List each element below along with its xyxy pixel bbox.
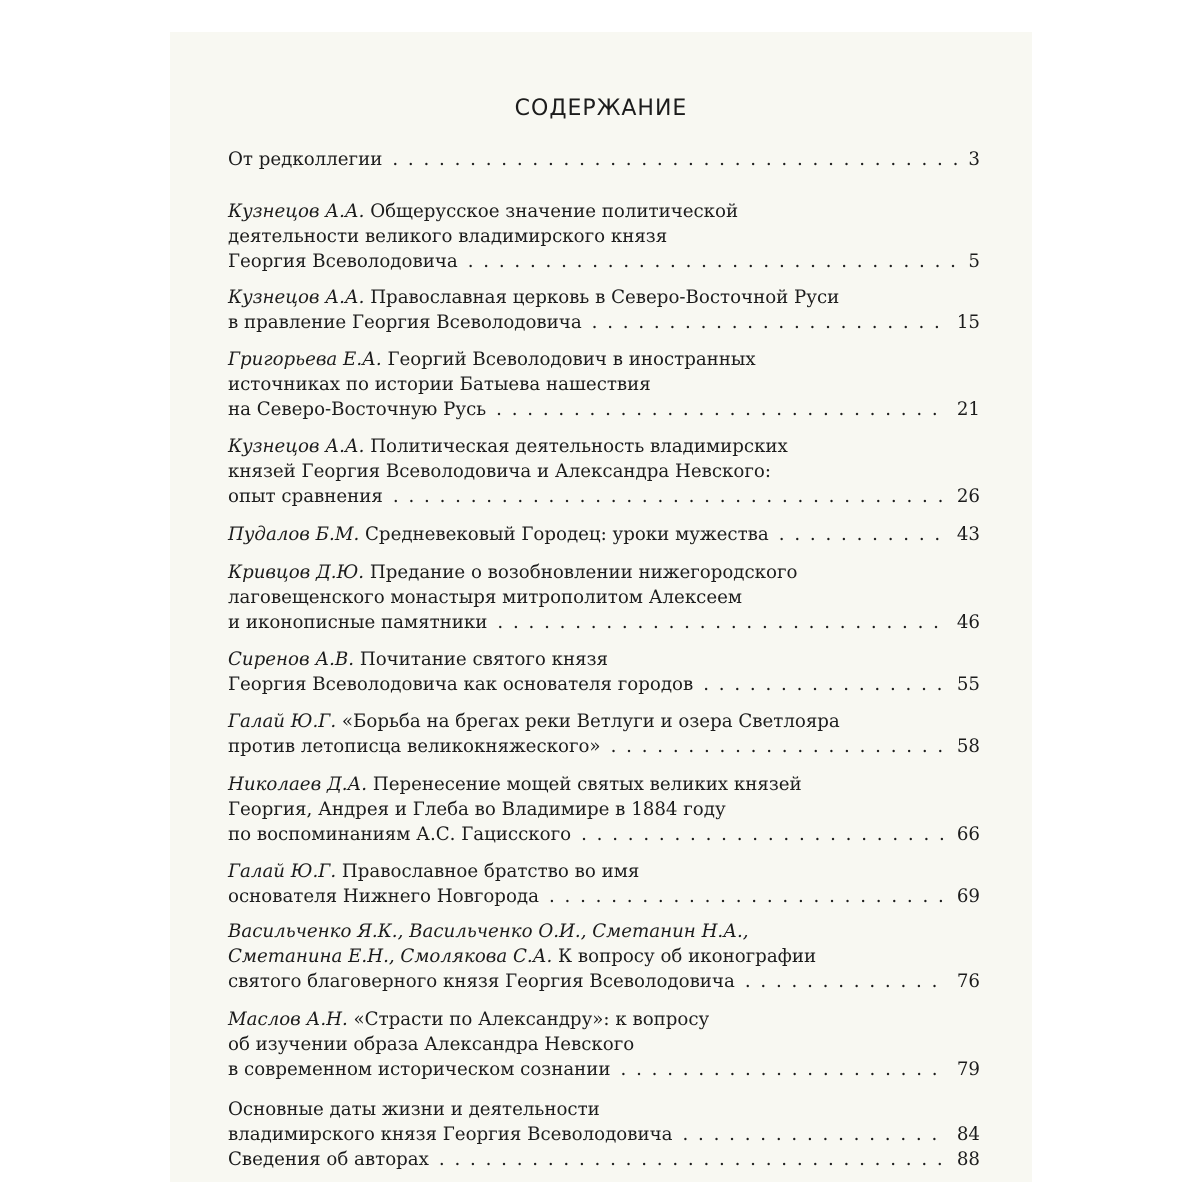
- entry-author: Кривцов Д.Ю.: [228, 562, 365, 583]
- page-number: 58: [956, 736, 980, 757]
- page-number: 79: [956, 1059, 980, 1080]
- toc-entry: [228, 560, 980, 635]
- page-number: 55: [956, 674, 980, 695]
- page-number: 43: [956, 524, 980, 545]
- entry-title-line: святого благоверного князя Георгия Всеволодовича: [228, 971, 735, 992]
- page-number: 66: [956, 824, 980, 845]
- entry-author: Сиренов А.В.: [228, 649, 355, 670]
- entry-title: Православная церковь в Северо-Восточной Руси: [364, 287, 840, 308]
- entry-title-line: Основные даты жизни и деятельности: [228, 1099, 600, 1120]
- entry-title-line: в современном историческом сознании: [228, 1059, 611, 1080]
- toc-entry: [228, 1097, 980, 1147]
- dot-leader: [581, 822, 947, 847]
- entry-title-line: лаговещенского монастыря митрополитом Алексеем: [228, 587, 743, 608]
- entry-title-line: об изучении образа Александра Невского: [228, 1034, 635, 1055]
- dot-leader: [496, 397, 947, 422]
- entry-author: Галай Ю.Г.: [228, 861, 337, 882]
- page-number: 84: [956, 1124, 980, 1145]
- page-number: 88: [956, 1149, 980, 1170]
- entry-author: Кузнецов А.А.: [228, 201, 365, 222]
- page-title: СОДЕРЖАНИЕ: [514, 96, 688, 121]
- toc-entry: [228, 147, 980, 172]
- entry-title: Православное братство во имя: [336, 861, 640, 882]
- dot-leader: [621, 1057, 947, 1082]
- entry-title-line: Георгия Всеволодовича как основателя городов: [228, 674, 694, 695]
- page-number: 26: [956, 486, 980, 507]
- entry-title: Общерусское значение политической: [364, 201, 739, 222]
- toc-entry: [228, 919, 980, 994]
- page-number: 46: [956, 612, 980, 633]
- entry-author: Сметанина Е.Н., Смолякова С.А.: [228, 946, 553, 967]
- entry-title-line: по воспоминаниям А.С. Гацисского: [228, 824, 572, 845]
- entry-author: Маслов А.Н.: [228, 1009, 348, 1030]
- entry-title: Георгий Всеволодович в иностранных: [381, 349, 756, 370]
- dot-leader: [611, 734, 947, 759]
- entry-title-line: в правление Георгия Всеволодовича: [228, 312, 582, 333]
- entry-author: Николаев Д.А.: [228, 774, 368, 795]
- entry-title-line: на Северо-Восточную Русь: [228, 399, 487, 420]
- entry-title-line: Георгия Всеволодовича: [228, 251, 458, 272]
- book-page: [170, 32, 1032, 1182]
- dot-leader: [549, 884, 947, 909]
- entry-title-line: основателя Нижнего Новгорода: [228, 886, 539, 907]
- dot-leader: [393, 484, 947, 509]
- entry-title: «Борьба на брегах реки Ветлуги и озера Светлояра: [336, 711, 840, 732]
- page-number: 76: [956, 971, 980, 992]
- entry-author: Кузнецов А.А.: [228, 287, 365, 308]
- dot-leader: [468, 249, 959, 274]
- toc-entry: [228, 647, 980, 697]
- entry-title: «Страсти по Александру»: к вопросу: [347, 1009, 710, 1030]
- entry-title-line: источниках по истории Батыева нашествия: [228, 374, 651, 395]
- dot-leader: [592, 310, 947, 335]
- entry-author: Кузнецов А.А.: [228, 436, 365, 457]
- dot-leader: [779, 522, 947, 547]
- entry-title: Предание о возобновлении нижегородского: [364, 562, 798, 583]
- entry-title-line: князей Георгия Всеволодовича и Александра Невского:: [228, 461, 771, 482]
- entry-title: Сведения об авторах: [228, 1149, 429, 1170]
- toc-entry: [228, 709, 980, 759]
- dot-leader: [703, 672, 947, 697]
- entry-title-line: [228, 944, 980, 969]
- toc-entry: [228, 1147, 980, 1172]
- dot-leader: [497, 610, 946, 635]
- toc-entry: [228, 1007, 980, 1082]
- page-number: 21: [956, 399, 980, 420]
- toc-entry: [228, 199, 980, 274]
- entry-title: Политическая деятельность владимирских: [364, 436, 788, 457]
- toc-entry: [228, 772, 980, 847]
- entry-title: Почитание святого князя: [354, 649, 609, 670]
- entry-title-line: владимирского князя Георгия Всеволодовича: [228, 1124, 673, 1145]
- entry-title: От редколлегии: [228, 149, 383, 170]
- toc-entry: [228, 434, 980, 509]
- toc-entry: [228, 859, 980, 909]
- toc-entry: [228, 347, 980, 422]
- entry-title: Средневековый Городец: уроки мужества: [359, 524, 769, 545]
- entry-title-line: Георгия, Андрея и Глеба во Владимире в 1884 году: [228, 799, 726, 820]
- page-number: 69: [956, 886, 980, 907]
- entry-title: Перенесение мощей святых великих князей: [367, 774, 802, 795]
- toc-entry: [228, 522, 980, 547]
- dot-leader: [392, 147, 958, 172]
- dot-leader: [439, 1147, 947, 1172]
- entry-title-line: и иконописные памятники: [228, 612, 488, 633]
- dot-leader: [745, 969, 947, 994]
- entry-title: К вопросу об иконографии: [552, 946, 817, 967]
- page-number: 3: [968, 149, 980, 170]
- entry-title-line: деятельности великого владимирского князя: [228, 226, 668, 247]
- entry-title-line: против летописца великокняжеского»: [228, 736, 601, 757]
- entry-title-line: опыт сравнения: [228, 486, 383, 507]
- entry-author: Григорьева Е.А.: [228, 349, 382, 370]
- entry-author: Галай Ю.Г.: [228, 711, 337, 732]
- entry-author: Пудалов Б.М.: [228, 524, 360, 545]
- entry-author: Васильченко Я.К., Васильченко О.И., Сметанин Н.А.,: [228, 921, 749, 942]
- page-number: 15: [956, 312, 980, 333]
- toc-entry: [228, 285, 980, 335]
- dot-leader: [682, 1122, 946, 1147]
- page-number: 5: [968, 251, 980, 272]
